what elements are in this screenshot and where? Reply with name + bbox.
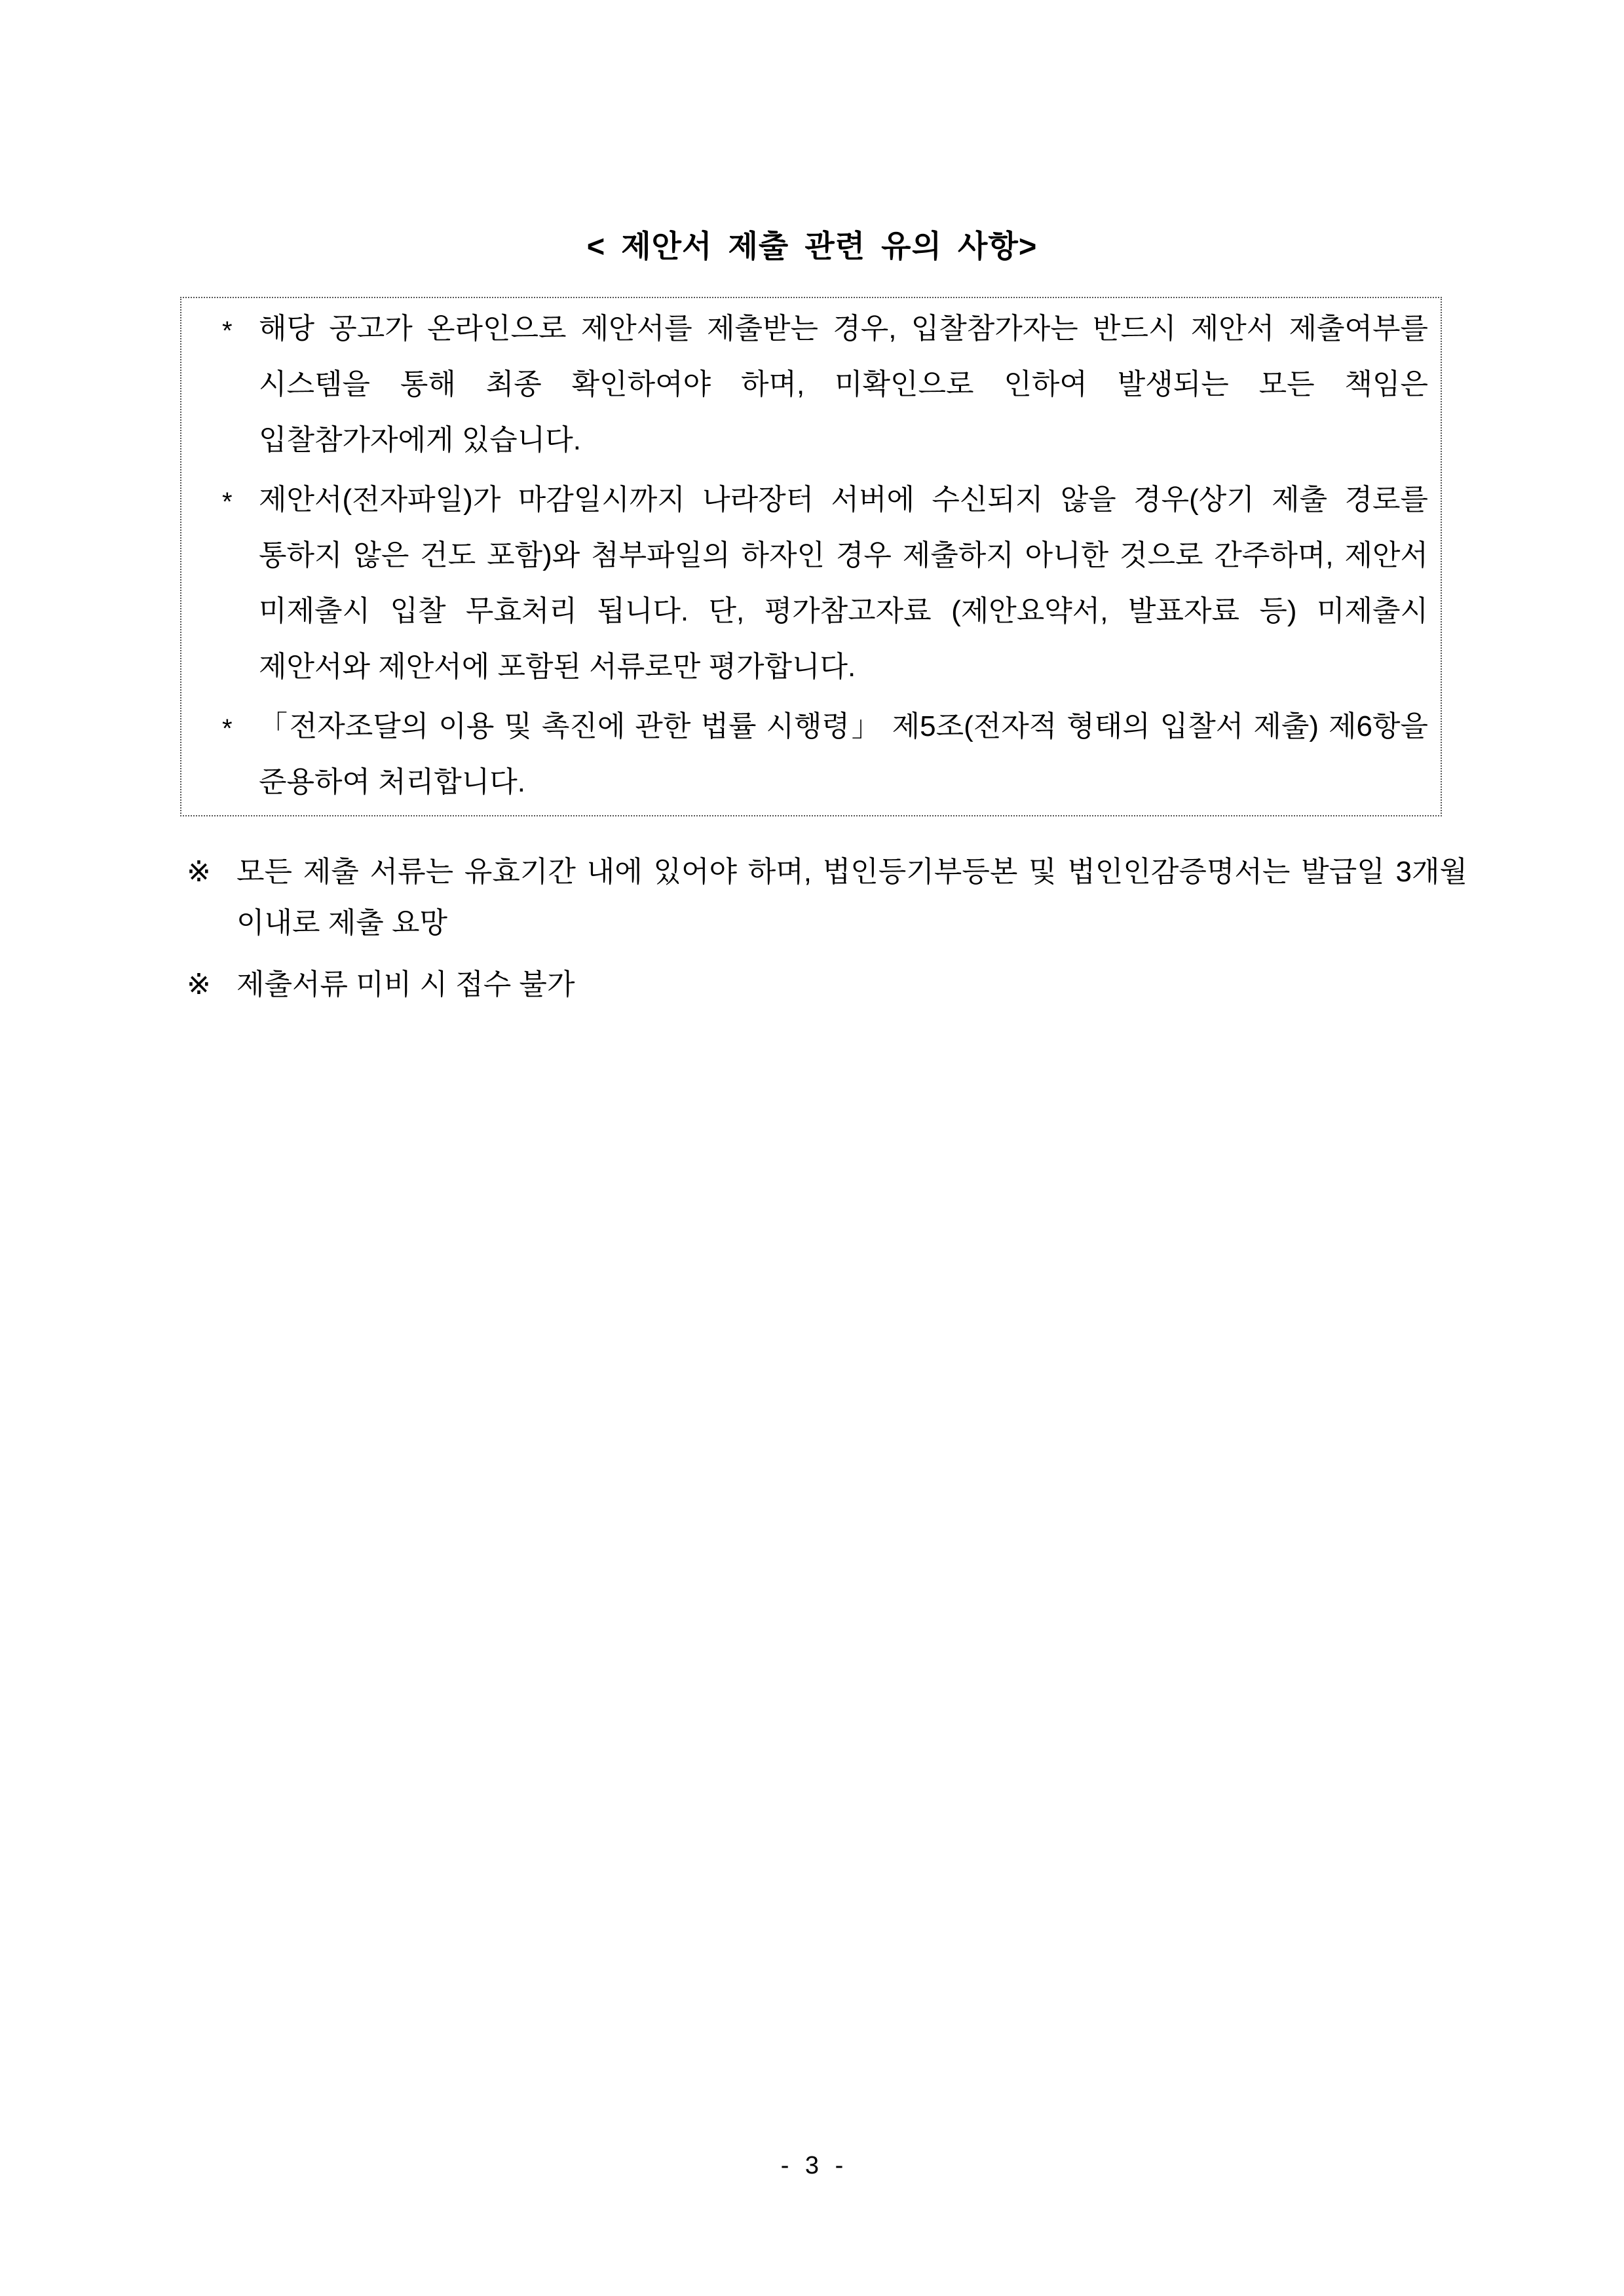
note-item <box>187 959 1467 1010</box>
asterisk-bullet-icon: * <box>222 714 233 743</box>
notice-box <box>180 297 1442 816</box>
bullet-text: 제안서(전자파일)가 마감일시까지 나라장터 서버에 수신되지 않을 경우(상기 제출 경로를 통하지 않은 건도 포함)와 첨부파일의 하자인 경우 제출하지 아니한 것으로 간주하며, 제안서 미제출시 입찰 무효처리 됩니다. 단, 평가참고자료 (제안요약서, 발표자료 등) 미제출시 제안서와 제안서에 포함된 서류로만 평가합니다. <box>259 484 1428 683</box>
reference-mark-icon: ※ <box>187 968 211 1001</box>
note-item <box>187 847 1467 949</box>
bullet-item <box>181 301 1428 468</box>
bullet-item <box>181 698 1428 810</box>
page-number: - 3 - <box>780 2152 844 2179</box>
notes-section <box>187 847 1467 1010</box>
asterisk-bullet-icon: * <box>222 488 233 516</box>
bullet-item <box>181 472 1428 695</box>
note-text: 모든 제출 서류는 유효기간 내에 있어야 하며, 법인등기부등본 및 법인인감증명서는 발급일 3개월 이내로 제출 요망 <box>236 856 1467 939</box>
bullet-text: 해당 공고가 온라인으로 제안서를 제출받는 경우, 입찰참가자는 반드시 제안서 제출여부를 시스템을 통해 최종 확인하여야 하며, 미확인으로 인하여 발생되는 모든 책임은 입찰참가자에게 있습니다. <box>259 313 1428 456</box>
asterisk-bullet-icon: * <box>222 316 233 345</box>
page-title: < 제안서 제출 관련 유의 사항> <box>586 229 1038 263</box>
note-text: 제출서류 미비 시 접수 불가 <box>236 968 575 1001</box>
reference-mark-icon: ※ <box>187 856 211 888</box>
bullet-text: 「전자조달의 이용 및 촉진에 관한 법률 시행령」 제5조(전자적 형태의 입찰서 제출) 제6항을 준용하여 처리합니다. <box>259 710 1428 798</box>
